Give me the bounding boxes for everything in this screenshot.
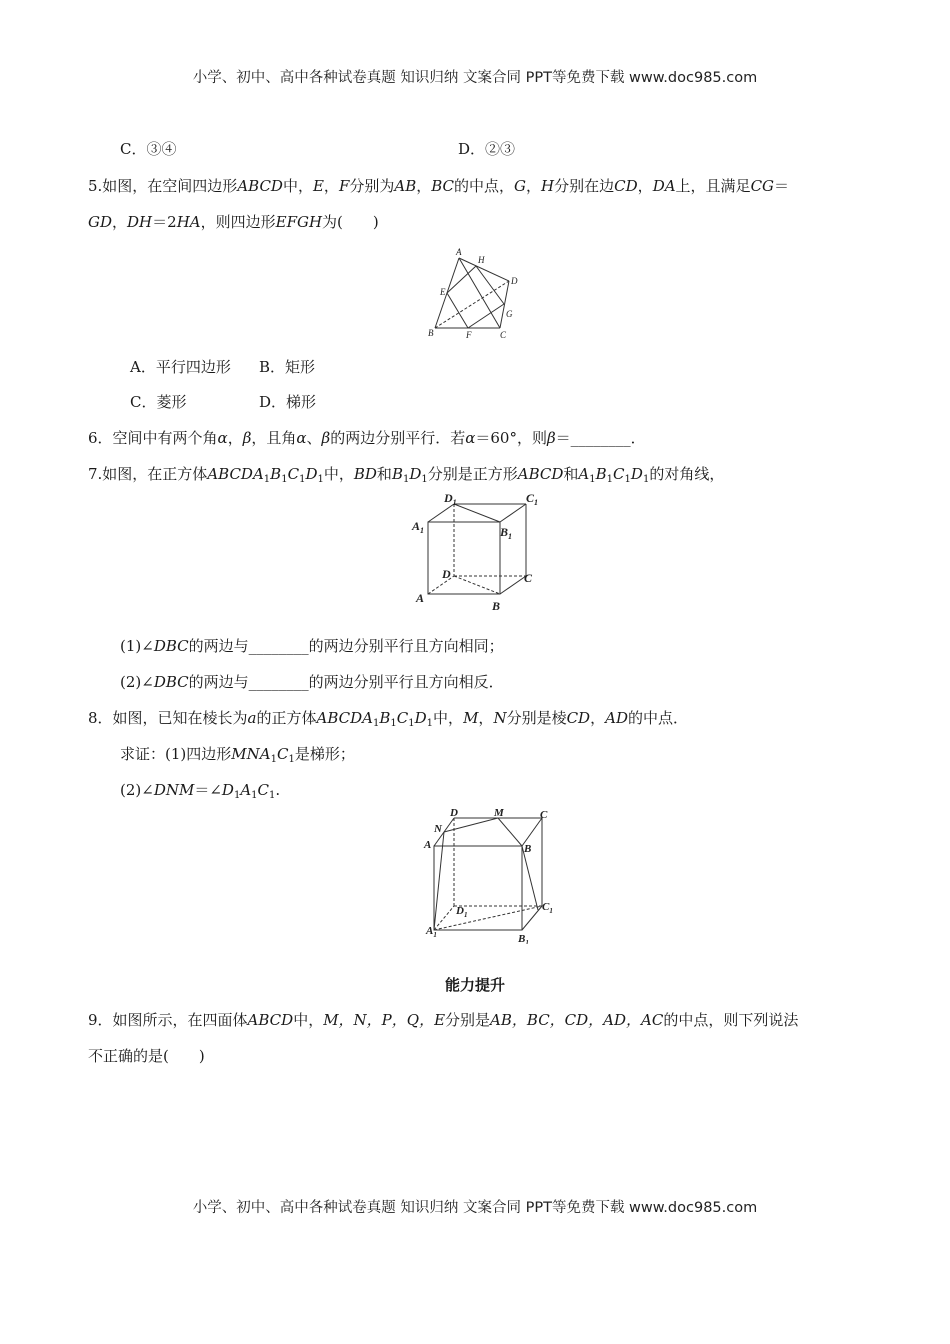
q7-label-b: B	[492, 599, 501, 613]
q5-option-a: A．平行四边形	[130, 358, 231, 376]
q7-label-c1: $C_1$	[526, 491, 539, 507]
q6-stem: 6．空间中有两个角α，β，且角α、β的两边分别平行．若α＝60°，则β＝________．	[88, 429, 646, 447]
q8-label-b1: $B_1$	[518, 933, 529, 944]
q4-option-d: D．②③	[458, 140, 516, 158]
q8-label-n: N	[434, 823, 442, 835]
q4-option-c: C．③④	[120, 140, 177, 158]
page-header: 小学、初中、高中各种试卷真题 知识归纳 文案合同 PPT等免费下载 www.doc985.com	[192, 70, 758, 86]
q5-label-b: B	[428, 328, 434, 338]
q8-label-d: D	[450, 807, 458, 819]
q5-option-d: D．梯形	[259, 393, 317, 411]
q5-stem-line1: 5.如图，在空间四边形ABCD中，E，F分别为AB，BC的中点，G，H分别在边CD，DA上，且满足CG＝	[88, 177, 790, 195]
q5-option-b: B．矩形	[259, 358, 316, 376]
q5-option-c: C．菱形	[130, 393, 187, 411]
q8-cube-figure	[420, 806, 570, 944]
q8-proof-1: 求证：(1)四边形$MNA_1C_1$是梯形；	[120, 745, 355, 765]
q7-label-a1: $A_1$	[412, 519, 425, 535]
q5-label-a: A	[456, 247, 462, 257]
q5-label-g: G	[506, 309, 513, 319]
q5-label-f: F	[466, 330, 472, 340]
q5-label-e: E	[440, 287, 446, 297]
q7-label-d1: $D_1$	[444, 491, 457, 507]
q8-label-m: M	[494, 807, 504, 819]
q8-label-a: A	[424, 839, 432, 851]
q5-figure	[420, 246, 530, 342]
page-footer: 小学、初中、高中各种试卷真题 知识归纳 文案合同 PPT等免费下载 www.doc985.com	[192, 1200, 758, 1216]
q7-sub1: (1)∠DBC的两边与________的两边分别平行且方向相同；	[120, 637, 504, 655]
q9-stem-line1: 9．如图所示，在四面体ABCD中，M，N，P，Q，E分别是AB，BC，CD，AD，AC的中点，则下列说法	[88, 1011, 799, 1029]
q8-label-a1: $A_1$	[426, 925, 437, 939]
q7-label-d: D	[442, 567, 451, 581]
q8-label-c: C	[540, 809, 548, 821]
q8-label-c1: $C_1$	[542, 901, 553, 915]
q5-label-d: D	[511, 276, 518, 286]
q9-stem-line2: 不正确的是( )	[88, 1047, 205, 1065]
q8-label-b: B	[524, 843, 532, 855]
q7-stem: 7.如图，在正方体$ABCDA_1B_1C_1D_1$中，BD和$B_1D_1$分别是正方形ABCD和$A_1B_1C_1D_1$的对角线，	[88, 465, 725, 485]
q7-sub2: (2)∠DBC的两边与________的两边分别平行且方向相反．	[120, 673, 504, 691]
q7-label-a: A	[416, 591, 425, 605]
q5-label-h: H	[478, 255, 485, 265]
q7-label-b1: $B_1$	[500, 525, 513, 541]
q8-proof-2: $(2)\angle DNM=\angle D_1A_1C_1$.	[120, 781, 281, 801]
section-title: 能力提升	[444, 976, 505, 994]
q8-stem: 8．如图，已知在棱长为a的正方体$ABCDA_1B_1C_1D_1$中，M，N分别是棱CD，AD的中点．	[88, 709, 688, 729]
q7-cube-figure	[408, 490, 548, 614]
q5-stem-line2: GD，DH＝2HA，则四边形EFGH为( )	[88, 213, 379, 231]
q8-label-d1: $D_1$	[456, 905, 468, 919]
q7-label-c: C	[524, 571, 533, 585]
q5-label-c: C	[500, 330, 507, 340]
